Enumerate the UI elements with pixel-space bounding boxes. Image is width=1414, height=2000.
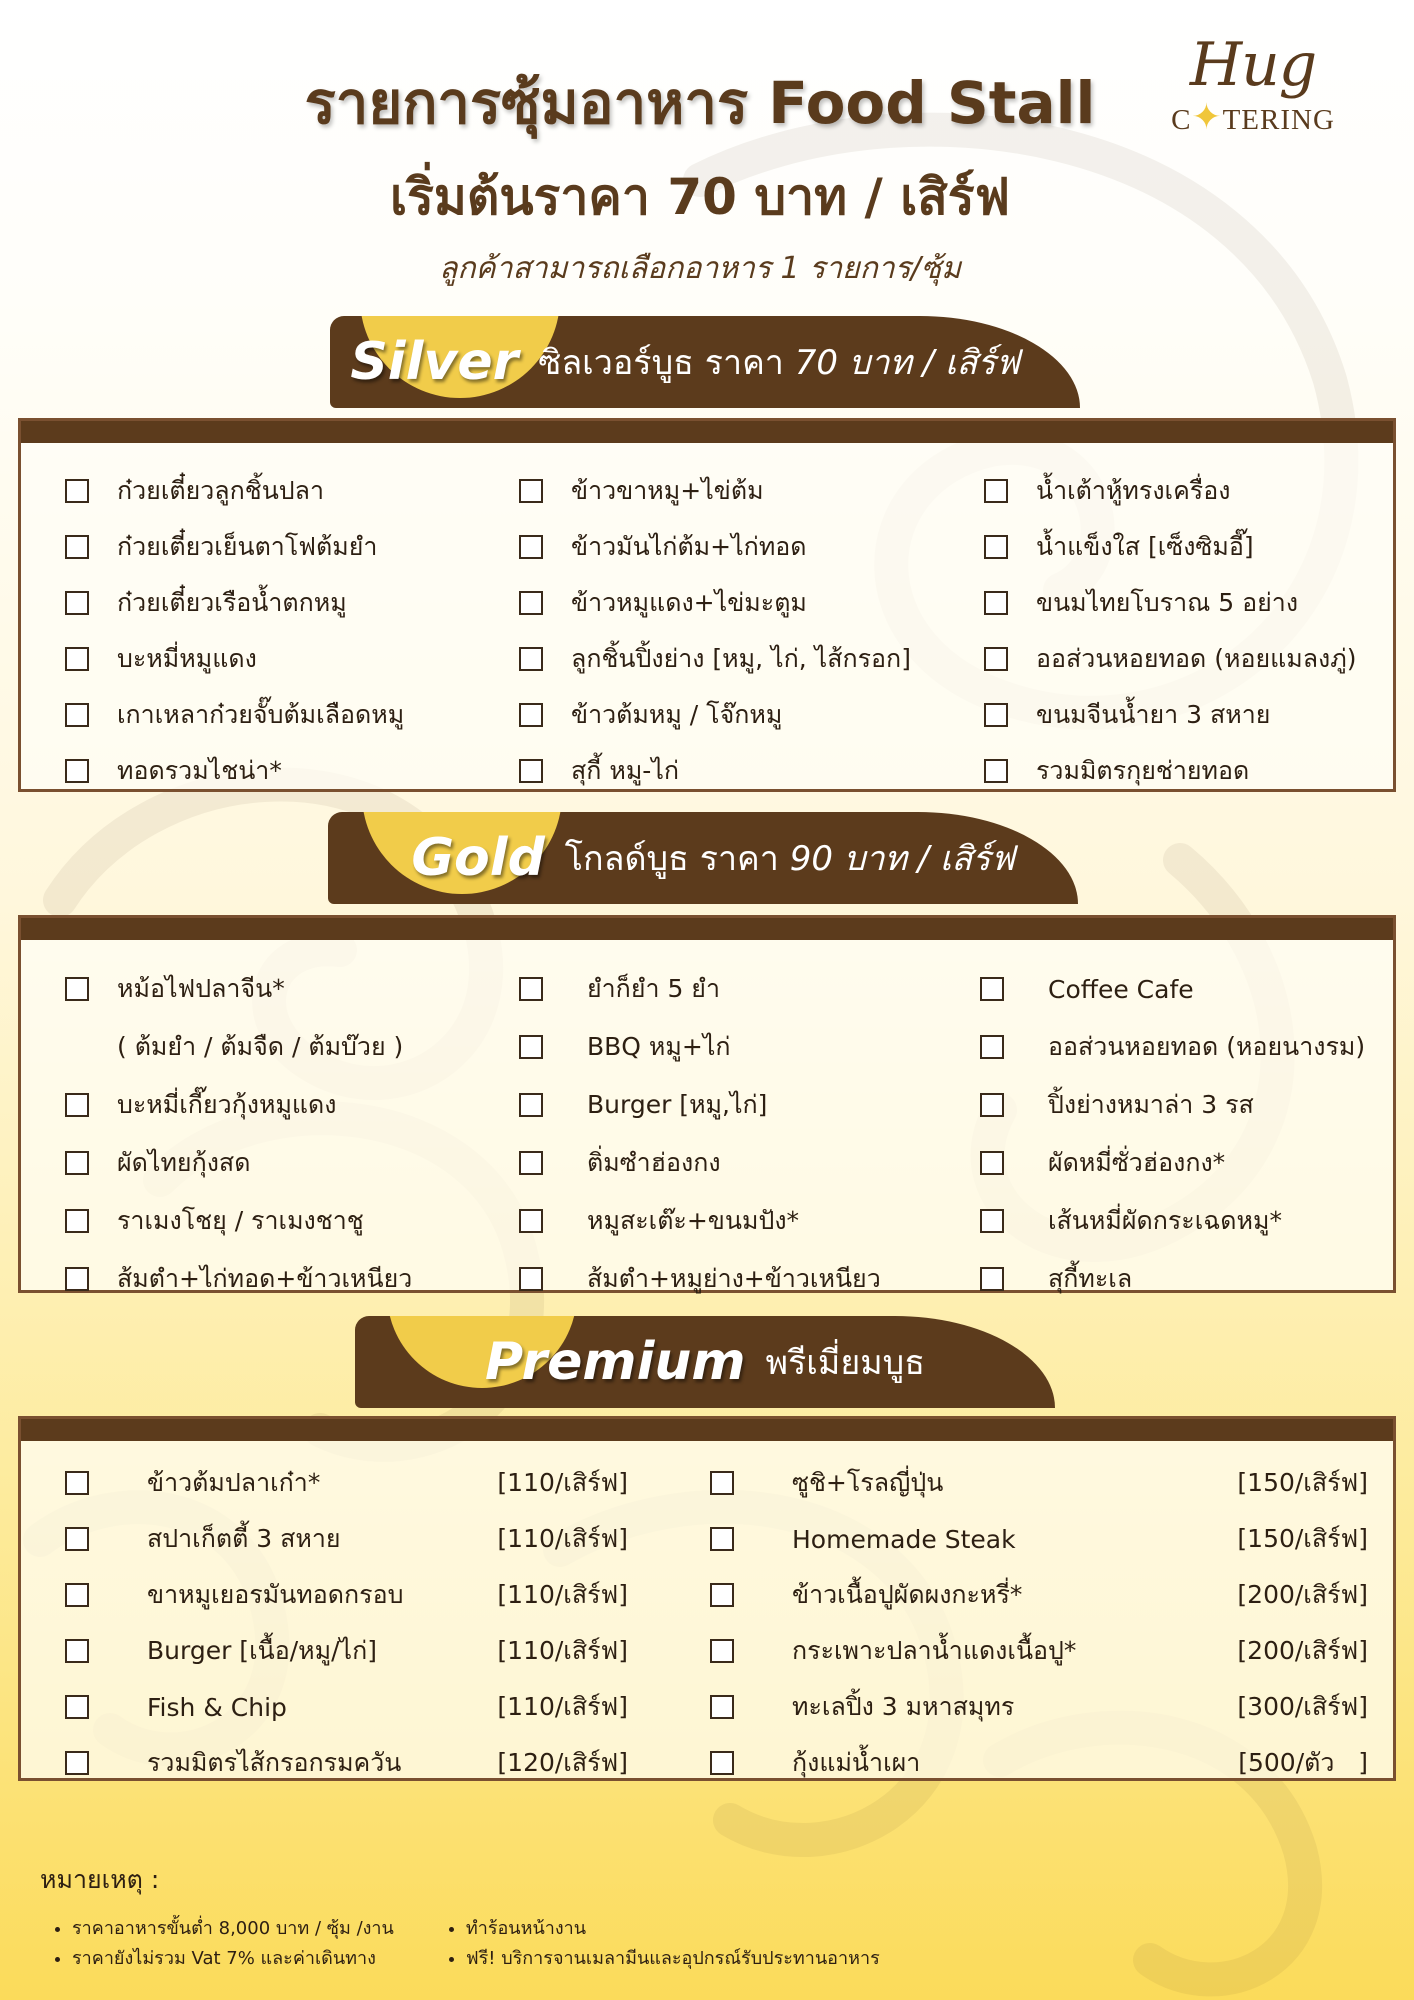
list-item[interactable]	[65, 1250, 519, 1308]
checkbox-icon[interactable]	[65, 535, 89, 559]
remark-item: • ราคายังไม่รวม Vat 7% และค่าเดินทาง	[72, 1944, 394, 1974]
item-label: ออส่วนหอยทอด (หอยนางรม)	[1048, 1032, 1366, 1061]
gold-tier-name: Gold	[411, 828, 545, 888]
checkbox-icon[interactable]	[519, 591, 543, 615]
premium-col-right	[668, 1455, 1368, 1791]
item-label: กระเพาะปลาน้ำแดงเนื้อปู*	[792, 1636, 1077, 1665]
item-price: [110/เสิร์ฟ]	[497, 1468, 628, 1497]
gold-banner	[328, 812, 1078, 904]
silver-tier-name: Silver	[350, 332, 519, 392]
item-price: [150/เสิร์ฟ]	[1237, 1468, 1368, 1497]
item-label: ทะเลปิ้ง 3 มหาสมุทร	[792, 1692, 1015, 1721]
checkbox-icon[interactable]	[519, 1093, 543, 1117]
checkbox-icon[interactable]	[519, 1267, 543, 1291]
checkbox-icon[interactable]	[984, 535, 1008, 559]
page-title: รายการซุ้มอาหาร Food Stall	[304, 69, 1096, 137]
checkbox-icon[interactable]	[710, 1583, 734, 1607]
list-item[interactable]	[65, 743, 519, 799]
checkbox-icon[interactable]	[519, 1209, 543, 1233]
checkbox-icon[interactable]	[984, 703, 1008, 727]
item-label: บะหมี่หมูแดง	[117, 644, 257, 673]
item-label: ซูชิ+โรลญี่ปุ่น	[792, 1468, 944, 1497]
checkbox-icon[interactable]	[710, 1639, 734, 1663]
checkbox-icon[interactable]	[519, 479, 543, 503]
remarks-section	[40, 1860, 1040, 1974]
item-price: [120/เสิร์ฟ]	[497, 1748, 628, 1777]
list-item[interactable]	[710, 1455, 1368, 1511]
logo-sub-prefix: C	[1171, 104, 1192, 136]
item-label: ยำก็ยำ 5 ยำ	[587, 974, 720, 1003]
checkbox-icon[interactable]	[710, 1471, 734, 1495]
checkbox-icon[interactable]	[65, 1471, 89, 1495]
list-item[interactable]	[65, 1511, 628, 1567]
premium-tier-name: Premium	[484, 1332, 746, 1392]
checkbox-icon[interactable]	[984, 479, 1008, 503]
item-label: ( ต้มยำ / ต้มจืด / ต้มบ๊วย )	[117, 1032, 404, 1061]
list-item[interactable]	[980, 1018, 1390, 1076]
remark-item: • ฟรี! บริการจานเมลามีนและอุปกรณ์รับประทานอาหาร	[466, 1944, 880, 1974]
remark-item: • ทำร้อนหน้างาน	[466, 1914, 880, 1944]
item-label: ก๋วยเตี๋ยวเรือน้ำตกหมู	[117, 588, 347, 617]
checkbox-icon[interactable]	[519, 759, 543, 783]
checkbox-icon[interactable]	[984, 647, 1008, 671]
checkbox-icon[interactable]	[980, 977, 1004, 1001]
item-label: ขนมจีนน้ำยา 3 สหาย	[1036, 700, 1271, 729]
list-item[interactable]	[65, 1076, 519, 1134]
list-item[interactable]	[65, 1623, 628, 1679]
item-label: รวมมิตรกุยช่ายทอด	[1036, 756, 1250, 785]
item-label: ข้าวมันไก่ต้ม+ไก่ทอด	[571, 532, 807, 561]
list-item[interactable]	[710, 1623, 1368, 1679]
item-label: ข้าวต้มปลาเก๋า*	[147, 1468, 321, 1497]
item-label: ก๋วยเตี๋ยวลูกชิ้นปลา	[117, 476, 325, 505]
item-label: เส้นหมี่ผัดกระเฉดหมู*	[1048, 1206, 1282, 1235]
item-price: [200/เสิร์ฟ]	[1237, 1636, 1368, 1665]
premium-menu-card	[18, 1416, 1396, 1781]
item-price: [110/เสิร์ฟ]	[497, 1580, 628, 1609]
checkbox-icon[interactable]	[65, 1267, 89, 1291]
checkbox-icon[interactable]	[65, 647, 89, 671]
silver-banner-text	[330, 316, 1040, 408]
checkbox-spacer	[65, 1035, 89, 1059]
item-label: กุ้งแม่น้ำเผา	[792, 1748, 921, 1777]
list-item[interactable]	[984, 575, 1384, 631]
item-label: ก๋วยเตี๋ยวเย็นตาโฟต้มยำ	[117, 532, 378, 561]
page-subtitle: เริ่มต้นราคา 70 บาท / เสิร์ฟ	[389, 168, 1011, 226]
list-item[interactable]	[65, 575, 519, 631]
list-item[interactable]	[984, 631, 1384, 687]
list-item[interactable]	[519, 687, 984, 743]
checkbox-icon[interactable]	[65, 479, 89, 503]
list-item[interactable]	[65, 1134, 519, 1192]
checkbox-icon[interactable]	[519, 977, 543, 1001]
list-item[interactable]	[984, 743, 1384, 799]
item-label: ผัดไทยกุ้งสด	[117, 1148, 251, 1177]
checkbox-icon[interactable]	[65, 1639, 89, 1663]
checkbox-icon[interactable]	[65, 1695, 89, 1719]
list-item[interactable]	[65, 1567, 628, 1623]
item-label: ขาหมูเยอรมันทอดกรอบ	[147, 1580, 404, 1609]
gold-col-3	[980, 960, 1390, 1308]
silver-tier-desc	[538, 335, 1019, 389]
premium-banner	[355, 1316, 1055, 1408]
silver-col-3	[984, 463, 1384, 799]
item-price: [150/เสิร์ฟ]	[1237, 1524, 1368, 1553]
list-item[interactable]	[980, 1134, 1390, 1192]
checkbox-icon[interactable]	[710, 1527, 734, 1551]
item-label: สุกี้ หมู-ไก่	[571, 756, 680, 785]
checkbox-icon[interactable]	[65, 1583, 89, 1607]
checkbox-icon[interactable]	[710, 1751, 734, 1775]
item-label: Burger [เนื้อ/หมู/ไก่]	[147, 1636, 377, 1665]
list-item[interactable]	[519, 1192, 980, 1250]
list-item[interactable]	[65, 1455, 628, 1511]
item-label: บะหมี่เกี๊ยวกุ้งหมูแดง	[117, 1090, 337, 1119]
silver-col-1	[65, 463, 519, 799]
item-label: Burger [หมู,ไก่]	[587, 1090, 768, 1119]
list-item[interactable]	[65, 960, 519, 1018]
silver-menu-card	[18, 418, 1396, 792]
list-item[interactable]	[984, 687, 1384, 743]
checkbox-icon[interactable]	[980, 1209, 1004, 1233]
list-item	[65, 1018, 519, 1076]
logo-sub-rest: TERING	[1222, 104, 1335, 136]
remark-item: • ราคาอาหารขั้นต่ำ 8,000 บาท / ซุ้ม /งาน	[72, 1914, 394, 1944]
checkbox-icon[interactable]	[65, 1209, 89, 1233]
checkbox-icon[interactable]	[65, 703, 89, 727]
item-label: ราเมงโชยุ / ราเมงชาชู	[117, 1206, 364, 1235]
checkbox-icon[interactable]	[65, 1527, 89, 1551]
list-item[interactable]	[65, 1679, 628, 1735]
gold-col-2	[519, 960, 980, 1308]
list-item[interactable]	[65, 1735, 628, 1791]
list-item[interactable]	[980, 960, 1390, 1018]
item-label: ติ่มซำฮ่องกง	[587, 1148, 721, 1177]
list-item[interactable]	[980, 1192, 1390, 1250]
item-label: ออส่วนหอยทอด (หอยแมลงภู่)	[1036, 644, 1357, 673]
remarks-title: หมายเหตุ :	[40, 1865, 160, 1894]
list-item[interactable]	[710, 1679, 1368, 1735]
item-label: สุกี้ทะเล	[1048, 1264, 1133, 1293]
item-label: ขนมไทยโบราณ 5 อย่าง	[1036, 588, 1299, 617]
premium-col-left	[65, 1455, 668, 1791]
list-item[interactable]	[519, 575, 984, 631]
item-label: ข้าวต้มหมู / โจ๊กหมู	[571, 700, 783, 729]
checkbox-icon[interactable]	[980, 1267, 1004, 1291]
checkbox-icon[interactable]	[519, 1035, 543, 1059]
list-item[interactable]	[519, 631, 984, 687]
logo-script-text: Hug	[1189, 30, 1317, 100]
item-label: น้ำแข็งใส [เซ็งซิมอี๊]	[1036, 532, 1254, 561]
list-item[interactable]	[519, 519, 984, 575]
list-item[interactable]	[984, 519, 1384, 575]
item-label: ทอดรวมไชน่า*	[117, 756, 282, 785]
item-label: หมูสะเต๊ะ+ขนมปัง*	[587, 1206, 800, 1235]
silver-col-2	[519, 463, 984, 799]
checkbox-icon[interactable]	[519, 1151, 543, 1175]
list-item[interactable]	[65, 687, 519, 743]
checkbox-icon[interactable]	[984, 759, 1008, 783]
item-label: สปาเก็ตตี้ 3 สหาย	[147, 1524, 341, 1553]
premium-tier-desc: พรีเมี่ยมบูธ	[765, 1343, 925, 1383]
item-price: [300/เสิร์ฟ]	[1237, 1692, 1368, 1721]
remarks-list-right	[434, 1914, 880, 1974]
card-header-band	[21, 421, 1393, 443]
list-item[interactable]	[519, 1134, 980, 1192]
item-label: ข้าวขาหมู+ไข่ต้ม	[571, 476, 764, 505]
item-label: BBQ หมู+ไก่	[587, 1032, 731, 1061]
checkbox-icon[interactable]	[65, 1151, 89, 1175]
item-label: Homemade Steak	[792, 1524, 1016, 1554]
item-label: ลูกชิ้นปิ้งย่าง [หมู, ไก่, ไส้กรอก]	[571, 644, 911, 673]
list-item[interactable]	[519, 743, 984, 799]
checkbox-icon[interactable]	[980, 1035, 1004, 1059]
item-label: ข้าวหมูแดง+ไข่มะตูม	[571, 588, 807, 617]
gold-col-1	[65, 960, 519, 1308]
list-item[interactable]	[980, 1250, 1390, 1308]
item-label: เกาเหลาก๋วยจั๊บต้มเลือดหมู	[117, 700, 405, 729]
item-label: น้ำเต้าหู้ทรงเครื่อง	[1036, 476, 1231, 505]
item-label: ผัดหมี่ซั่วฮ่องกง*	[1048, 1148, 1226, 1177]
checkbox-icon[interactable]	[519, 703, 543, 727]
checkbox-icon[interactable]	[519, 647, 543, 671]
item-price: [110/เสิร์ฟ]	[497, 1692, 628, 1721]
item-label: ปิ้งย่างหมาล่า 3 รส	[1048, 1090, 1254, 1119]
list-item[interactable]	[519, 1018, 980, 1076]
card-header-band	[21, 1419, 1393, 1441]
list-item[interactable]	[519, 960, 980, 1018]
selection-note: ลูกค้าสามารถเลือกอาหาร 1 รายการ/ซุ้ม	[439, 251, 961, 286]
checkbox-icon[interactable]	[65, 1093, 89, 1117]
checkbox-icon[interactable]	[984, 591, 1008, 615]
list-item[interactable]	[980, 1076, 1390, 1134]
gold-tier-desc	[565, 831, 1015, 885]
list-item[interactable]	[710, 1735, 1368, 1791]
remarks-columns	[40, 1914, 1040, 1974]
item-price: [200/เสิร์ฟ]	[1237, 1580, 1368, 1609]
checkbox-icon[interactable]	[980, 1151, 1004, 1175]
checkbox-icon[interactable]	[65, 759, 89, 783]
list-item[interactable]	[65, 463, 519, 519]
list-item[interactable]	[984, 463, 1384, 519]
list-item[interactable]	[710, 1567, 1368, 1623]
checkbox-icon[interactable]	[710, 1695, 734, 1719]
silver-desc-price: 70 บาท / เสิร์ฟ	[794, 343, 1020, 383]
item-price: [500/ตัว ]	[1238, 1748, 1368, 1777]
item-label: ส้มตำ+ไก่ทอด+ข้าวเหนียว	[117, 1264, 413, 1293]
checkbox-icon[interactable]	[980, 1093, 1004, 1117]
list-item[interactable]	[65, 519, 519, 575]
item-price: [110/เสิร์ฟ]	[497, 1524, 628, 1553]
list-item[interactable]	[65, 631, 519, 687]
item-label: Fish & Chip	[147, 1692, 287, 1722]
card-header-band	[21, 918, 1393, 940]
star-icon: ✦	[1191, 97, 1223, 137]
item-label: ส้มตำ+หมูย่าง+ข้าวเหนียว	[587, 1264, 881, 1293]
remarks-list-left	[40, 1914, 394, 1974]
premium-banner-text	[395, 1316, 1015, 1408]
gold-menu-card	[18, 915, 1396, 1293]
checkbox-icon[interactable]	[65, 977, 89, 1001]
list-item[interactable]	[519, 1076, 980, 1134]
gold-desc-prefix: โกลด์บูธ ราคา	[564, 839, 779, 879]
list-item[interactable]	[710, 1511, 1368, 1567]
item-label: Coffee Cafe	[1048, 974, 1194, 1004]
item-label: ข้าวเนื้อปูผัดผงกะหรี่*	[792, 1580, 1023, 1609]
checkbox-icon[interactable]	[65, 1751, 89, 1775]
gold-desc-price: 90 บาท / เสิร์ฟ	[789, 839, 1015, 879]
list-item[interactable]	[519, 1250, 980, 1308]
checkbox-icon[interactable]	[65, 591, 89, 615]
item-price: [110/เสิร์ฟ]	[497, 1636, 628, 1665]
list-item[interactable]	[519, 463, 984, 519]
silver-banner	[330, 316, 1080, 408]
silver-desc-prefix: ซิลเวอร์บูธ ราคา	[538, 343, 784, 383]
checkbox-icon[interactable]	[519, 535, 543, 559]
gold-banner-text	[388, 812, 1038, 904]
item-label: รวมมิตรไส้กรอกรมควัน	[147, 1748, 402, 1777]
list-item[interactable]	[65, 1192, 519, 1250]
item-label: หม้อไฟปลาจีน*	[117, 974, 285, 1003]
